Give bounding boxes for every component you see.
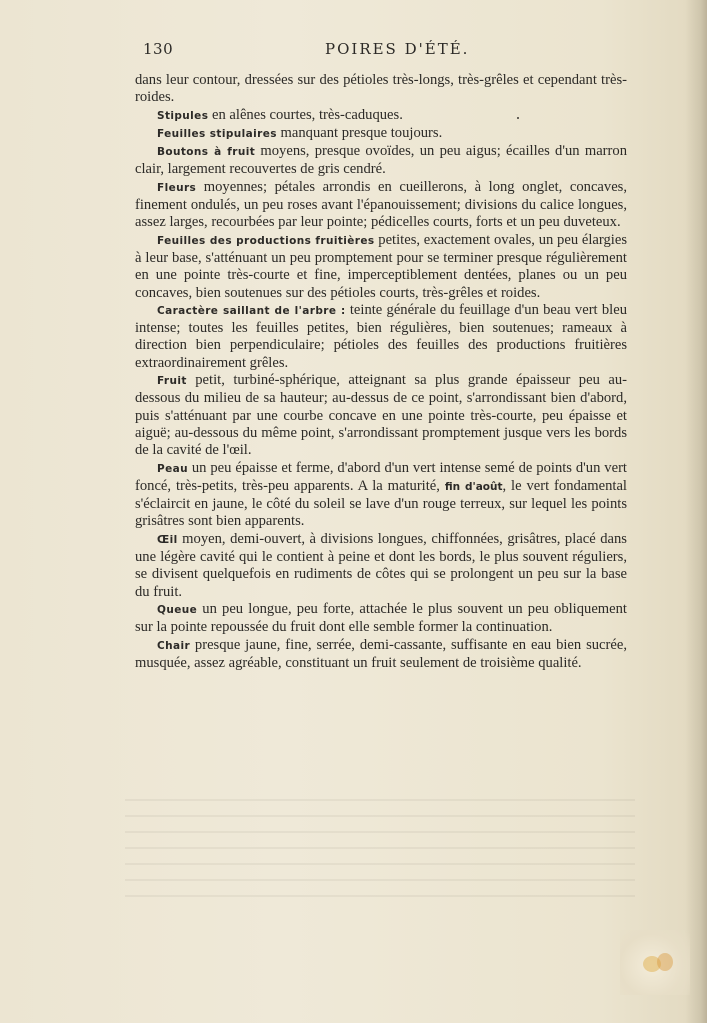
- paragraph-term: Queue: [157, 603, 198, 616]
- corner-stain-icon: [638, 948, 678, 976]
- paragraph-oeil: [135, 531, 627, 601]
- paragraph-term: Caractère saillant de l'arbre :: [157, 304, 346, 317]
- inline-term: fin d'août: [444, 480, 503, 493]
- show-through-text: [125, 785, 635, 905]
- paragraph-feuilles-stipulaires: [135, 125, 627, 143]
- paragraph-boutons: [135, 143, 627, 179]
- paragraph-term: Chair: [157, 639, 191, 652]
- paragraph-continuation: [135, 72, 627, 107]
- paragraph-peau: [135, 460, 627, 531]
- paragraph-text: un peu épaisse et ferme, d'abord d'un vert intense semé de points d'un vert foncé, très-petits, très-peu apparents. A la maturité,: [135, 459, 627, 494]
- paragraph-term: Fleurs: [157, 181, 197, 194]
- paragraph-term: Feuilles des productions fruitières: [157, 234, 375, 247]
- paragraph-text: petit, turbiné-sphérique, atteignant sa plus grande épaisseur peu au-dessous du milieu de sa hauteur; au-dessus de ce point, s'arrondissant bien d'abord, puis s'atténuant par une courbe concave en une pointe très-courte, peu épaisse et aiguë; au-dessous du même point, s'arrondissant promptement jusque vers les bords de la cavité de l'œil.: [135, 372, 627, 459]
- paragraph-text-after: , le vert fondamental s'éclaircit en jaune, le côté du soleil se lave d'un rouge terreux, sur lequel les points grisâtres sont bien apparents.: [135, 477, 627, 530]
- paragraph-queue: [135, 601, 627, 637]
- paragraph-text: petites, exactement ovales, un peu élargies à leur base, s'atténuant un peu promptement pour se terminer presque régulièrement en une pointe très-courte et fine, imperceptiblement dentées, planes ou un peu concaves, bien soutenues sur des pétioles courts, très-grêles et roides.: [135, 231, 627, 301]
- paragraph-term: Feuilles stipulaires: [157, 127, 277, 140]
- paragraph-fruit: [135, 372, 627, 459]
- paragraph-text: presque jaune, fine, serrée, demi-cassante, suffisante en eau bien sucrée, musquée, assez agréable, constituant un fruit seulement de troisième qualité.: [135, 636, 627, 671]
- paragraph-fleurs: [135, 179, 627, 232]
- page-edge-shadow: [685, 0, 707, 1023]
- paragraph-feuilles-productions: [135, 232, 627, 302]
- paragraph-text: moyens, presque ovoïdes, un peu aigus; écailles d'un marron clair, largement recouvertes de gris cendré.: [135, 143, 627, 178]
- paragraph-text: moyen, demi-ouvert, à divisions longues, chiffonnées, grisâtres, placé dans une légère cavité qui le contient à peine et dont les bords, le plus souvent réguliers, se divisent quelquefois en rudiments de côtes qui se prolongent un peu sur la base du fruit.: [135, 530, 627, 600]
- paragraph-text: manquant presque toujours.: [276, 124, 443, 141]
- paragraph-text: teinte générale du feuillage d'un beau vert bleu intense; toutes les feuilles petites, bien régulières, bien soutenues; rameaux à direction bien perpendiculaire; pétioles des feuilles des productions fruitières extraordinairement grêles.: [135, 301, 627, 371]
- page-number: 130: [143, 40, 174, 58]
- paragraph-caractere: [135, 302, 627, 372]
- paragraph-text: en alênes courtes, très-caduques.: [208, 106, 403, 123]
- body-text: [135, 72, 627, 672]
- paragraph-text: dans leur contour, dressées sur des pétioles très-longs, très-grêles et cependant très-roides.: [135, 72, 627, 106]
- paragraph-term: Œil: [157, 533, 178, 546]
- paragraph-stipules: [135, 107, 627, 125]
- paragraph-term: Peau: [157, 462, 188, 475]
- running-title: POIRES D'ÉTÉ.: [325, 40, 470, 58]
- paragraph-term: Boutons à fruit: [157, 146, 256, 159]
- page-header: [135, 40, 625, 62]
- paragraph-text: moyennes; pétales arrondis en cueillerons, à long onglet, concaves, finement ondulés, un peu roses avant l'épanouissement; divisions du calice longues, assez larges, recourbées par leur pointe; pédicelles courts, forts et un peu duveteux.: [135, 178, 627, 231]
- paragraph-term: Stipules: [157, 109, 209, 122]
- paragraph-text: un peu longue, peu forte, attachée le plus souvent un peu obliquement sur la pointe repoussée du fruit dont elle semble former la continuation.: [135, 600, 627, 636]
- paragraph-term: Fruit: [157, 375, 187, 388]
- paragraph-chair: [135, 637, 627, 673]
